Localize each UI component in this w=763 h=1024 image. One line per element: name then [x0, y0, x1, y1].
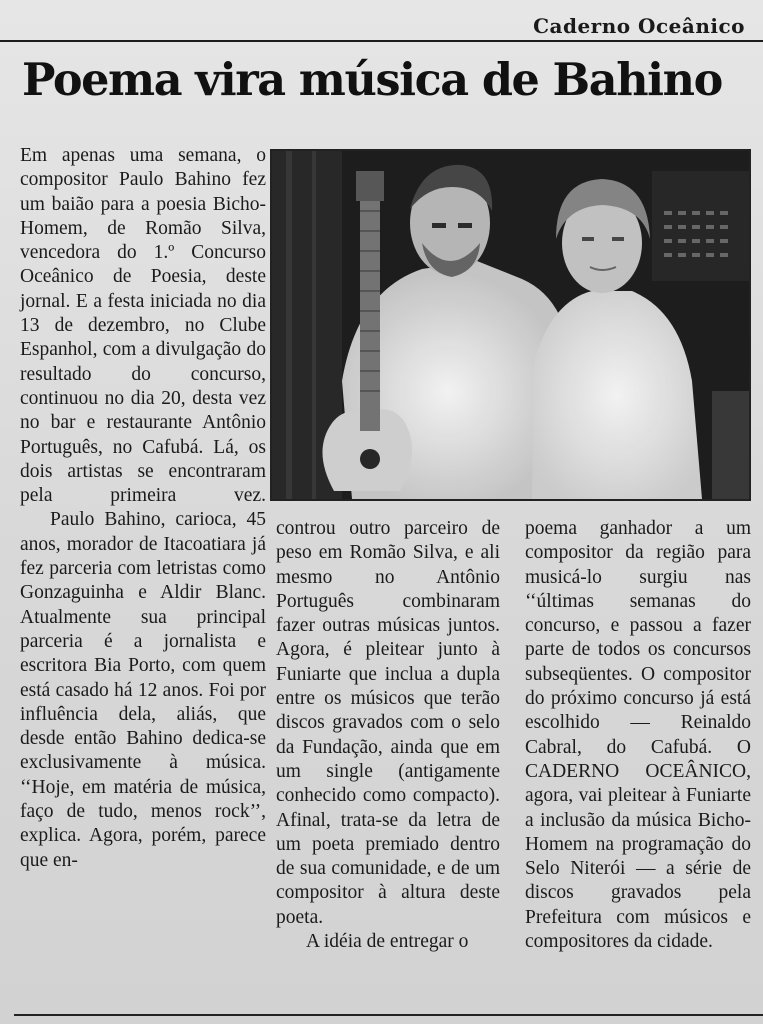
- column-2-paragraph-2: A idéia de entregar o: [306, 931, 469, 953]
- column-1-paragraph-2: Paulo Bahino, carioca, 45 anos, morador de Itacoatiara já fez parceria com letristas como Gonzaguinha e Aldir Blanc. Atualmente sua principal parceria é a jornalista e escritora Bia Porto, com quem está casado há 12 anos. Foi por influência dela, aliás, que desde então Bahino dedica-se exclusivamente à música. ‘‘Hoje, em matéria de música, faço de tudo, menos rock’’, explica. Agora, porém, parece que en-: [20, 509, 266, 871]
- article-column-1: [20, 144, 266, 873]
- bottom-rule: [14, 1014, 763, 1016]
- article-column-3: [525, 517, 751, 954]
- column-1-paragraph-1: Em apenas uma semana, o compositor Paulo Bahino fez um baião para a poesia Bicho-Homem, de Romão Silva, vencedora do 1.º Concurso Oceânico de Poesia, deste jornal. E a festa iniciada no dia 13 de dezembro, no Clube Espanhol, com a divulgação do resultado do concurso, continuou no dia 20, desta vez no bar e restaurante Antônio Português, no Cafubá. Lá, os dois artistas se encontraram pela primeira vez.: [20, 145, 266, 507]
- column-2-paragraph-1: controu outro parceiro de peso em Romão Silva, e ali mesmo no Antônio Português combinaram fazer outras músicas juntos. Agora, é pleitear junto à Funiarte que inclua a dupla entre os músicos que terão discos gravados com o selo da Fundação, ainda que em um single (antigamente conhecido como compacto). Afinal, trata-se da letra de um poeta premiado dentro de sua comunidade, e de um compositor à altura deste poeta.: [276, 518, 500, 928]
- section-label: Caderno Oceânico: [533, 14, 745, 38]
- photo-guitarist-and-woman-image: [272, 151, 749, 499]
- top-rule: [0, 40, 763, 42]
- article-photo: [270, 149, 751, 501]
- article-column-2: [276, 517, 500, 954]
- article-headline: Poema vira música de Bahino: [22, 54, 722, 106]
- column-3-paragraph-1: poema ganhador a um compositor da região para musicá-lo surgiu nas ‘‘últimas semanas do concurso, e passou a fazer parte de todos os concursos subseqüentes. O compositor do próximo concurso já está escolhido — Reinaldo Cabral, do Cafubá. O CADERNO OCEÂNICO, agora, vai pleitear à Funiarte a inclusão da música Bicho-Homem na programação do Selo Niterói — a série de discos gravados pela Prefeitura com músicos e compositores da cidade.: [525, 518, 751, 953]
